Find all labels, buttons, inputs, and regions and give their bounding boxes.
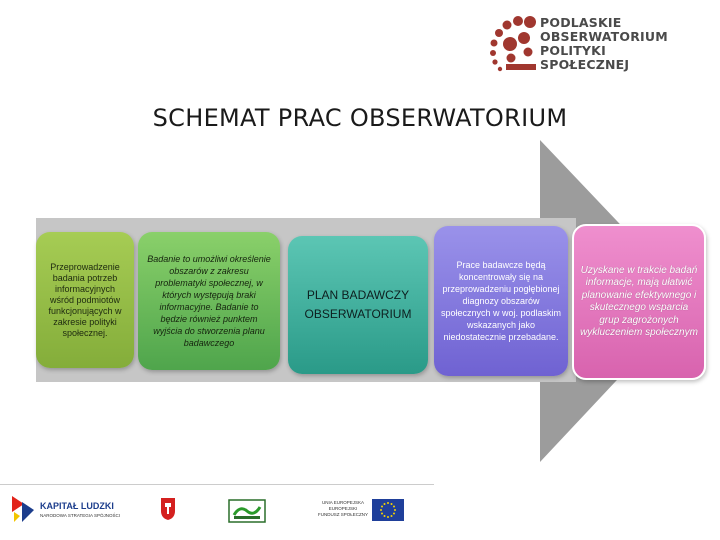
step-box-4 bbox=[434, 226, 568, 376]
eu-text: UNIA EUROPEJSKA EUROPEJSKI FUNDUSZ SPOŁECZNY bbox=[318, 500, 369, 517]
step-text: Badanie to umożliwi określenie obszarów z zakresu problematyki społecznej, w których występują braki informacyjne. Badanie to będzie również punktem wyjścia do stworzenia planu badawczego bbox=[147, 254, 271, 348]
eu-flag-icon bbox=[372, 499, 404, 521]
kapital-ludzki-logo bbox=[10, 494, 130, 528]
step-box-3 bbox=[288, 236, 428, 374]
eu-logo bbox=[318, 497, 406, 529]
logo-line: POLITYKI bbox=[540, 43, 606, 58]
step-text: PLAN BADAWCZY OBSERWATORIUM bbox=[304, 288, 412, 321]
logo-line: OBSERWATORIUM bbox=[540, 29, 668, 44]
kapital-ludzki-subtitle: NARODOWA STRATEGIA SPÓJNOŚCI bbox=[40, 513, 121, 518]
step-text: Przeprowadzenie badania potrzeb informacyjnych wśród podmiotów funkcjonujących w zakresie polityki społecznej. bbox=[48, 261, 122, 338]
kapital-ludzki-title: KAPITAŁ LUDZKI bbox=[40, 501, 114, 511]
regional-program-logo-icon bbox=[228, 499, 266, 523]
logo-line: PODLASKIE bbox=[540, 15, 622, 30]
step-box-1 bbox=[36, 232, 134, 368]
step-box-2 bbox=[138, 232, 280, 370]
kapital-ludzki-icon bbox=[10, 494, 36, 524]
podlaskie-crest-icon bbox=[160, 497, 176, 521]
step-text: Prace badawcze będą koncentrowały się na przeprowadzeniu pogłębionej diagnozy obszarów społecznych w woj. podlaskim wskazanych jako niedostatecznie przebadane. bbox=[440, 260, 562, 342]
step-box-5 bbox=[572, 224, 706, 380]
step-text: Uzyskane w trakcie badań informacje, mają ułatwić planowanie efektywnego i skutecznego wsparcia grup zagrożonych wykluczeniem społecznym bbox=[580, 264, 698, 338]
page-title: SCHEMAT PRAC OBSERWATORIUM bbox=[152, 104, 568, 132]
logo-line: SPOŁECZNEJ bbox=[540, 57, 630, 72]
footer-divider bbox=[0, 484, 434, 485]
